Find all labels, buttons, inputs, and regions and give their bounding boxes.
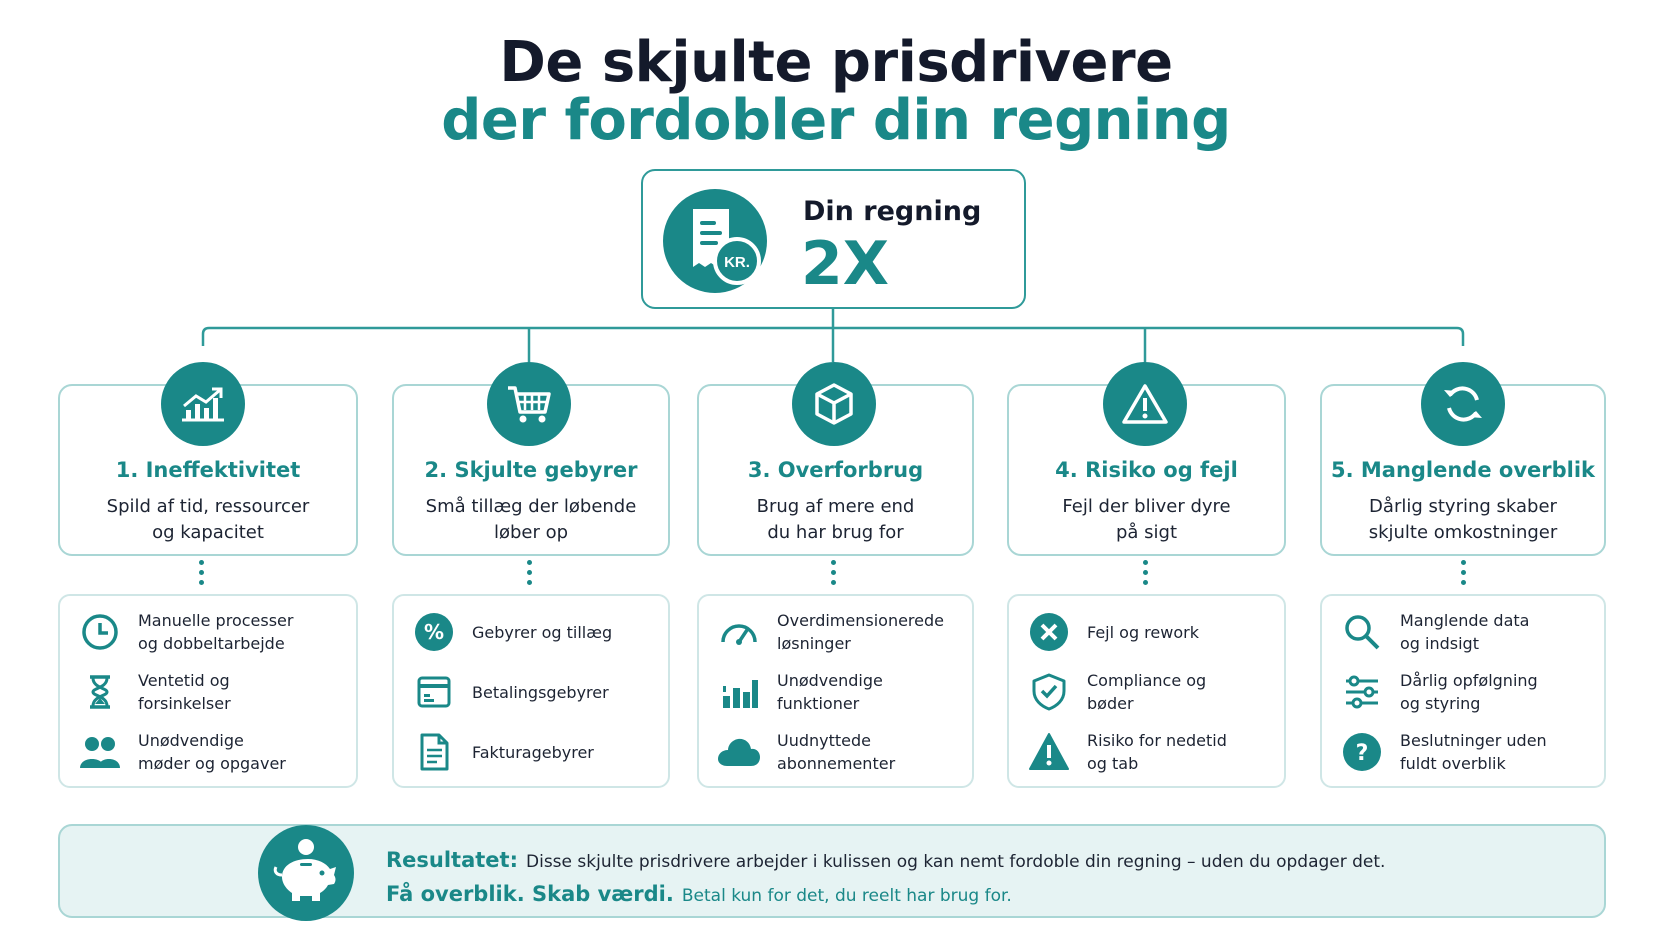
bill-label: Din regning xyxy=(803,196,982,227)
result-text: Disse skjulte prisdrivere arbejder i kulissen og kan nemt fordoble din regning – uden du opdager det. xyxy=(526,852,1386,872)
list-item: Unødvendige funktioner xyxy=(717,664,964,720)
category-list-1 xyxy=(58,594,358,788)
list-item: Compliance og bøder xyxy=(1027,664,1276,720)
dotted-connector xyxy=(1142,560,1148,592)
list-item: Dårlig opfølgning og styring xyxy=(1340,664,1596,720)
list-item: Overdimensionerede løsninger xyxy=(717,604,964,660)
refresh-icon xyxy=(1421,362,1505,446)
dotted-connector xyxy=(198,560,204,592)
title-line-2: der fordobler din regning xyxy=(441,88,1231,153)
percent-icon xyxy=(412,610,456,654)
hourglass-icon xyxy=(78,670,122,714)
svg-text:?: ? xyxy=(1355,741,1369,766)
people-icon xyxy=(78,730,122,774)
dotted-connector xyxy=(526,560,532,592)
bill-badge: KR. xyxy=(724,254,750,271)
list-item: Fakturagebyrer xyxy=(412,724,660,780)
list-item: Betalingsgebyrer xyxy=(412,664,660,720)
category-description: Spild af tid, ressourcer og kapacitet xyxy=(106,496,310,543)
category-title: 2. Skjulte gebyrer xyxy=(424,458,638,482)
bill-value: 2X xyxy=(801,229,890,299)
box-icon xyxy=(792,362,876,446)
list-item: Manuelle processer og dobbeltarbejde xyxy=(78,604,348,660)
list-item: Ventetid og forsinkelser xyxy=(78,664,348,720)
dotted-connector xyxy=(1460,560,1466,592)
list-item: Unødvendige møder og opgaver xyxy=(78,724,348,780)
category-description: Fejl der bliver dyre på sigt xyxy=(1062,496,1231,543)
payment-card-icon xyxy=(412,670,456,714)
bar-chart-icon xyxy=(717,670,761,714)
category-list-4 xyxy=(1007,594,1286,788)
result-line-1 xyxy=(386,848,1385,872)
piggy-bank-icon xyxy=(258,825,354,921)
gauge-icon xyxy=(717,610,761,654)
result-label: Resultatet: xyxy=(386,848,518,872)
trend-chart-icon xyxy=(161,362,245,446)
category-description: Dårlig styring skaber skjulte omkostninger xyxy=(1368,496,1558,543)
list-item: % Gebyrer og tillæg xyxy=(412,604,660,660)
document-icon xyxy=(412,730,456,774)
category-title: 4. Risiko og fejl xyxy=(1055,458,1238,482)
list-item: Manglende data og indsigt xyxy=(1340,604,1596,660)
category-title: 5. Manglende overblik xyxy=(1330,458,1596,482)
warning-icon xyxy=(1103,362,1187,446)
error-x-icon xyxy=(1027,610,1071,654)
list-item: Risiko for nedetid og tab xyxy=(1027,724,1276,780)
alert-triangle-icon xyxy=(1027,730,1071,774)
question-icon xyxy=(1340,730,1384,774)
shield-check-icon xyxy=(1027,670,1071,714)
category-title: 3. Overforbrug xyxy=(747,458,924,482)
result-cta-text: Betal kun for det, du reelt har brug for. xyxy=(681,886,1012,906)
cloud-icon xyxy=(717,730,761,774)
result-cta-strong: Få overblik. Skab værdi. xyxy=(386,882,674,906)
sliders-icon xyxy=(1340,670,1384,714)
category-list-5 xyxy=(1320,594,1606,788)
magnifier-icon xyxy=(1340,610,1384,654)
title-line-1: De skjulte prisdrivere xyxy=(499,30,1173,95)
svg-text:%: % xyxy=(423,620,445,644)
list-item: Uudnyttede abonnementer xyxy=(717,724,964,780)
clock-icon xyxy=(78,610,122,654)
list-item: ? Beslutninger uden fuldt overblik xyxy=(1340,724,1596,780)
category-title: 1. Ineffektivitet xyxy=(115,458,301,482)
category-list-3 xyxy=(697,594,974,788)
list-item: Fejl og rework xyxy=(1027,604,1276,660)
category-list-2 xyxy=(392,594,670,788)
result-banner xyxy=(58,824,1606,918)
category-description: Små tillæg der løbende løber op xyxy=(425,496,637,543)
category-description: Brug af mere end du har brug for xyxy=(756,496,915,543)
cart-icon xyxy=(487,362,571,446)
dotted-connector xyxy=(830,560,836,592)
result-line-2 xyxy=(386,882,1012,906)
